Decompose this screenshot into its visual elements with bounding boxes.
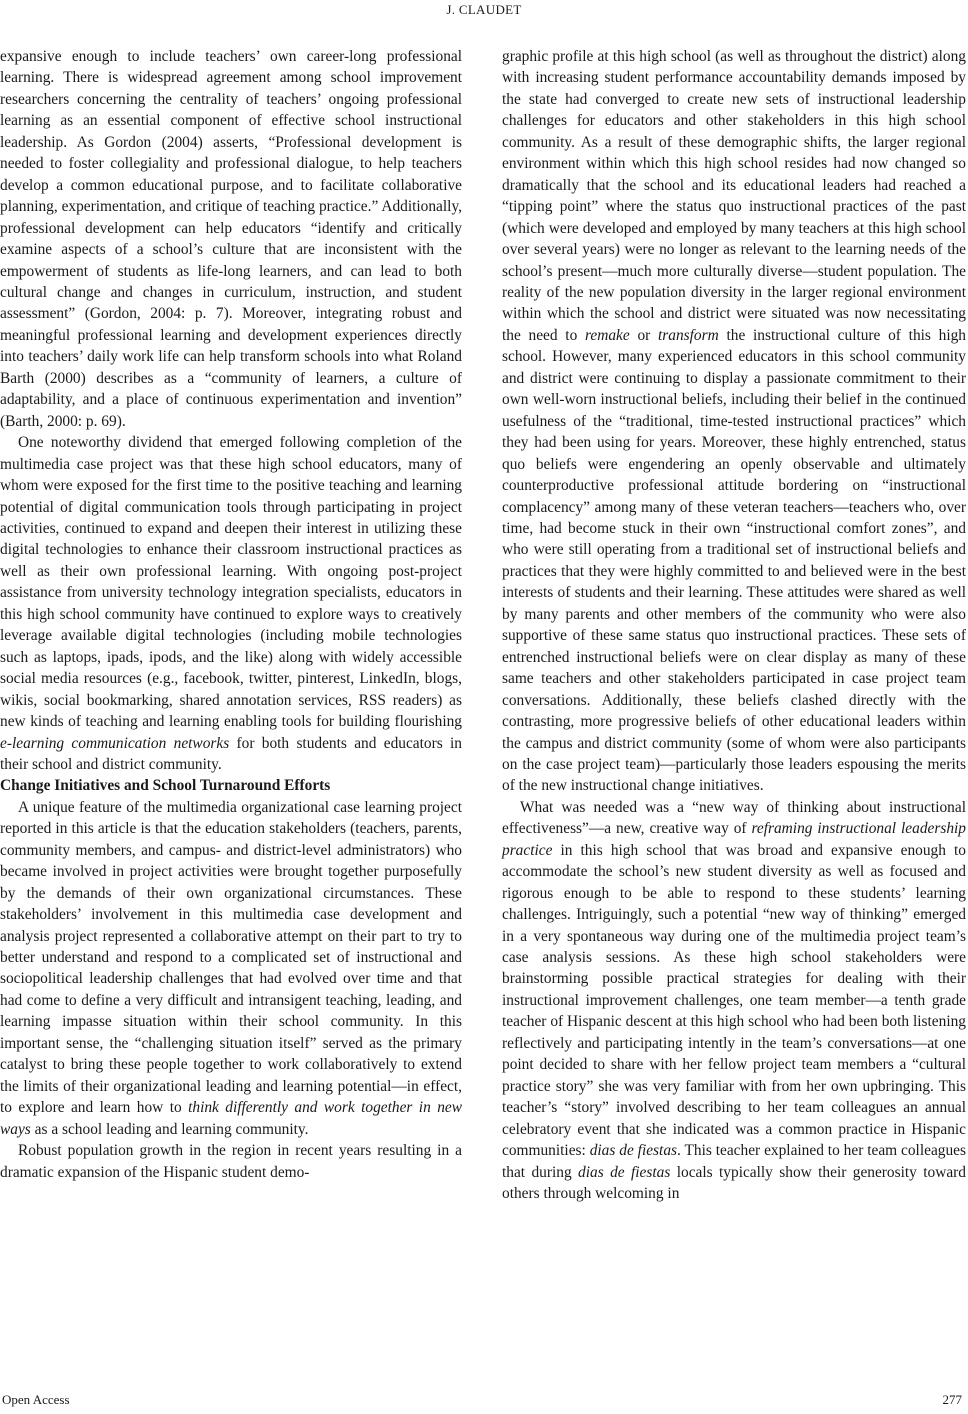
emphasis-text: reframing instructional leadership practice xyxy=(502,820,966,859)
left-column xyxy=(0,46,462,1183)
emphasis-text: transform xyxy=(658,326,719,344)
paragraph-text: A unique feature of the multimedia organizational case learning project reported in this article is that the education stakeholders (teachers, parents, community members, and campus- and district-level administrators) who became involved in project activities were brought together purposefully by the demands of their own organizational circumstances. These stakeholders’ involvement in this multimedia case development and analysis project represented a collaborative attempt on their part to try to better understand and respond to a complicated set of instructional and sociopolitical leadership challenges that had evolved over time and that had come to define a very difficult and intransigent teaching, leading, and learning impasse situation within their school community. In this important sense, the “challenging situation itself” served as the primary catalyst to bring these people together to work collaboratively to extend the limits of their organizational leading and learning potential—in effect, to explore and learn how to xyxy=(0,798,462,1117)
paragraph-text: locals typically show their generosity toward others through welcoming in xyxy=(502,1163,966,1203)
paragraph xyxy=(0,797,462,1140)
paragraph-text: for both students and educators in their school and district community. xyxy=(0,734,462,773)
paragraph xyxy=(502,46,966,797)
paragraph xyxy=(0,432,462,775)
paragraph-text: . This teacher explained to her team colleagues that during xyxy=(502,1142,966,1181)
paragraph-text: the instructional culture of this high school. However, many experienced educators in this school community and district were continuing to display a passionate commitment to their own well-worn instructional beliefs, including their belief in the continued usefulness of the “traditional, time-tested instructional practices” which they had been using for years. Moreover, these highly entrenched, status quo beliefs were engendering an openly observable and ultimately counterproductive professional attitude bordering on “instructional complacency” among many of these veteran teachers—teachers who, over time, had become stuck in their own “instructional comfort zones”, and who were still operating from a traditional set of instructional beliefs and practices that they were highly committed to and believed were in the best interests of students and their learning. These attitudes were shared as well by many parents and other members of the community who were also supportive of these same status quo instructional practices. These sets of entrenched instructional beliefs were on clear display as many of these same teachers and other stakeholders participated in case project team conversations. Additionally, these beliefs clashed directly with the contrasting, more progressive beliefs of other educational leaders within the campus and district community (some of whom were also participants on the case project team)—particularly those leaders espousing the merits of the new instructional change initiatives. xyxy=(502,326,966,795)
paragraph-text: What was needed was a “new way of thinking about instructional effectiveness”—a new, creative way of xyxy=(502,798,966,838)
emphasis-text: remake xyxy=(585,326,630,344)
paragraph-text: graphic profile at this high school (as well as throughout the district) along with increasing student performance accountability demands imposed by the state had converged to create new sets of instructional leadership challenges for educators and other stakeholders in this high school community. As a result of these demographic shifts, the larger regional environment within which this high school resides had now changed so dramatically that the school and its educational leaders had reached a “tipping point” where the status quo instructional practices of the past (which were developed and employed by many teachers at this high school over several years) were no longer as relevant to the learning needs of the school’s present—much more culturally diverse—student population. The reality of the new population diversity in the larger regional environment within which the school and district were situated was now necessitating the need to xyxy=(502,48,966,344)
emphasis-text: dias de fiestas xyxy=(589,1142,678,1160)
emphasis-text: e-learning communication networks xyxy=(0,734,230,752)
running-head: J. CLAUDET xyxy=(446,2,522,17)
paragraph-text: or xyxy=(629,326,659,344)
page-number: 277 xyxy=(942,1392,962,1407)
paragraph-text: Robust population growth in the region in recent years resulting in a dramatic expansion of the Hispanic student demo- xyxy=(0,1142,462,1181)
paragraph xyxy=(502,797,966,1205)
right-column xyxy=(502,46,966,1204)
paragraph-text: in this high school that was broad and expansive enough to accommodate the school’s new student diversity as well as focused and rigorous enough to be able to respond to these students’ learning challenges. Intriguingly, such a potential “new way of thinking” emerged in a very spontaneous way during one of the multimedia project team’s case analysis sessions. As these high school stakeholders were brainstorming possible practical strategies for dealing with their instructional improvement challenges, one team member—a tenth grade teacher of Hispanic descent at this high school who had been both listening reflectively and participating intently in the team’s conversations—at one point decided to share with her fellow project team members a “cultural practice story” she was very familiar with from her own upbringing. This teacher’s “story” involved describing to her team colleagues an annual celebratory event that she indicated was a common practice in Hispanic communities: xyxy=(502,841,966,1160)
paragraph-text: expansive enough to include teachers’ own career-long professional learning. There is widespread agreement among school improvement researchers concerning the centrality of teachers’ ongoing professional learning as an essential component of effective school instructional leadership. As Gordon (2004) asserts, “Professional development is needed to foster collegiality and professional dialogue, to help teachers develop a common educational purpose, and to facilitate collaborative planning, experimentation, and critique of teaching practice.” Additionally, professional development can help educators “identify and critically examine aspects of a school’s culture that are inconsistent with the empowerment of students as life-long learners, and can lead to both cultural change and changes in curriculum, instruction, and student assessment” (Gordon, 2004: p. 7). Moreover, integrating robust and meaningful professional learning and development experiences directly into teachers’ daily work life can help transform schools into what Roland Barth (2000) describes as a “community of learners, a culture of adaptability, and a place of continuous experimentation and invention” (Barth, 2000: p. 69). xyxy=(0,48,462,430)
paragraph-text: as a school leading and learning community. xyxy=(30,1120,309,1138)
paragraph xyxy=(0,1140,462,1183)
emphasis-text: dias de fiestas xyxy=(578,1163,671,1181)
paragraph-text: One noteworthy dividend that emerged following completion of the multimedia case project was that these high school educators, many of whom were exposed for the first time to the positive teaching and learning potential of digital communication tools through participating in project activities, continued to expand and deepen their interest in utilizing these digital technologies to enhance their classroom instructional practices as well as their own professional learning. With ongoing post-project assistance from university technology integration specialists, educators in this high school community have continued to explore ways to creatively leverage available digital technologies (including mobile technologies such as laptops, ipads, ipods, and the like) along with widely accessible social media resources (e.g., facebook, twitter, pinterest, LinkedIn, blogs, wikis, social bookmarking, shared annotation services, RSS readers) as new kinds of teaching and learning enabling tools for building flourishing xyxy=(0,434,462,731)
emphasis-text: think differently and work together in new ways xyxy=(0,1099,462,1138)
section-heading: Change Initiatives and School Turnaround Efforts xyxy=(0,777,331,795)
paragraph xyxy=(0,46,462,432)
footer-open-access: Open Access xyxy=(2,1392,70,1407)
